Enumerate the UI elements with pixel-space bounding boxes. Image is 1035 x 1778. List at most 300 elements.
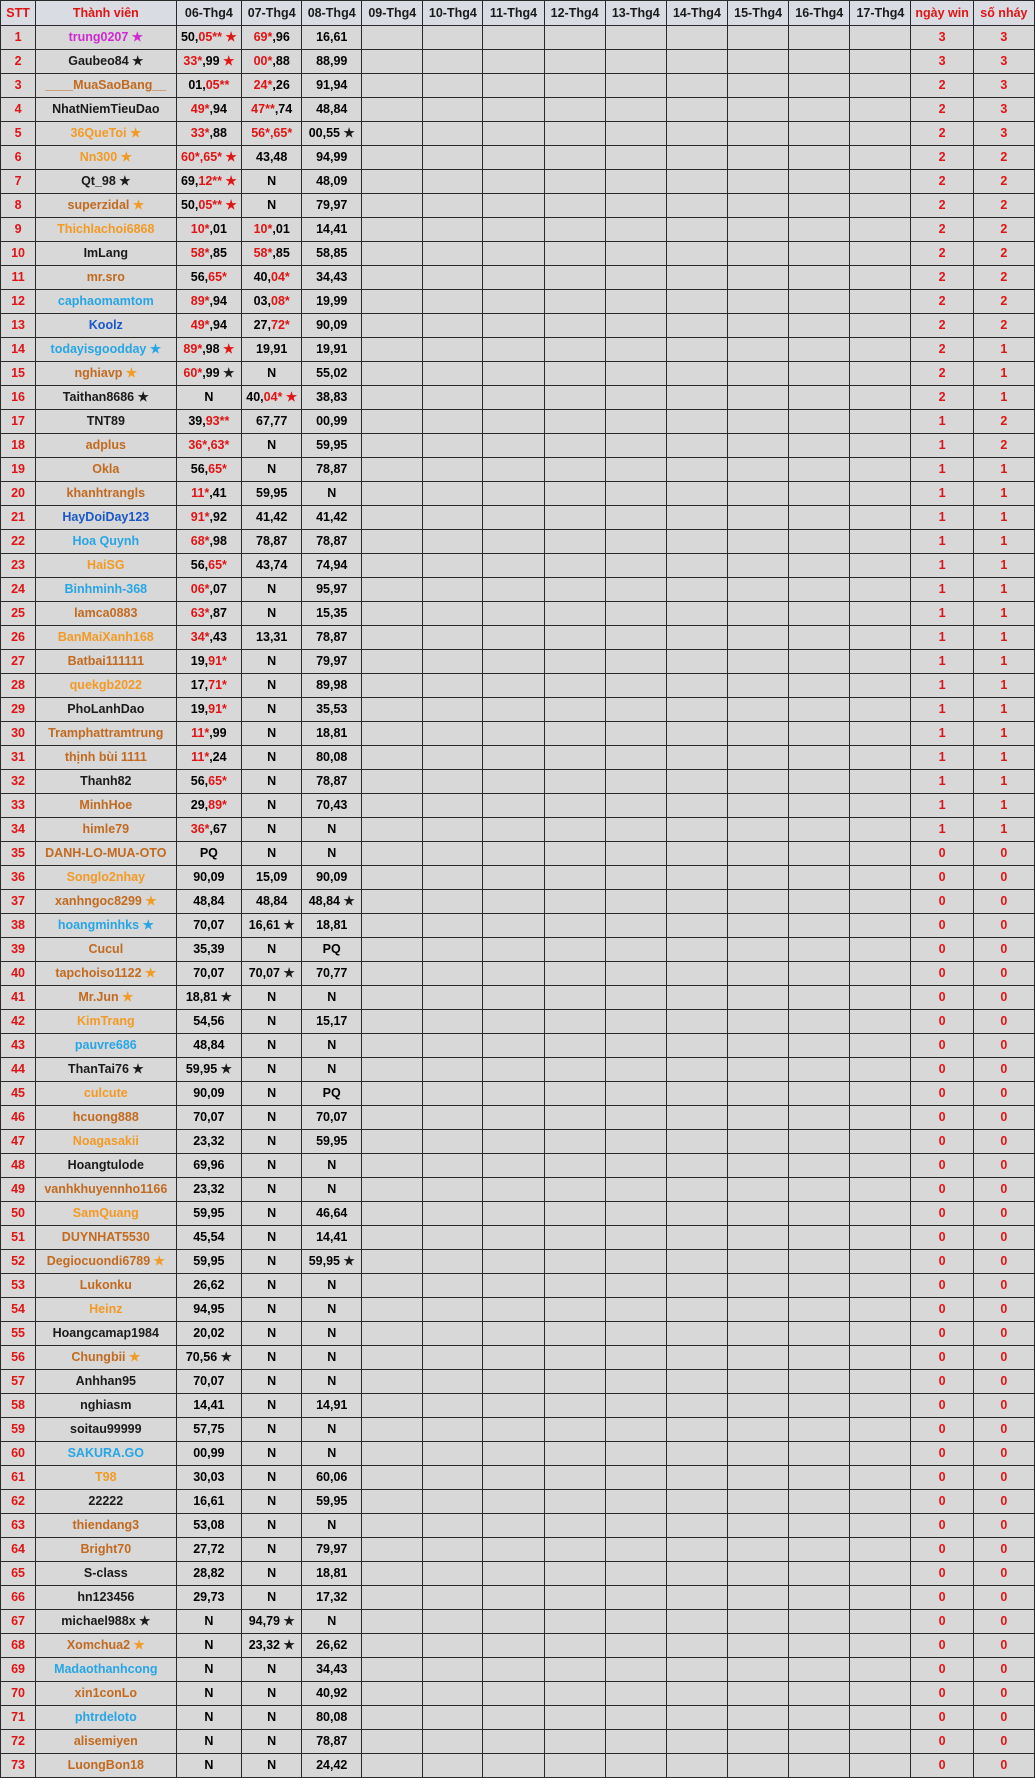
star-icon: ★ <box>134 390 149 404</box>
day-empty <box>789 1346 850 1370</box>
win-days: 1 <box>911 602 973 626</box>
day-empty <box>728 314 789 338</box>
day-empty <box>728 1370 789 1394</box>
day-value <box>242 122 302 146</box>
day-empty <box>666 674 727 698</box>
day-empty <box>666 938 727 962</box>
day-empty <box>789 1034 850 1058</box>
day-empty <box>483 1178 544 1202</box>
day-empty <box>544 338 605 362</box>
value-part: N <box>327 1326 337 1340</box>
value-part: N <box>267 1326 277 1340</box>
day-empty <box>544 458 605 482</box>
day-empty <box>850 410 911 434</box>
value-part: N <box>327 1278 337 1292</box>
value-part: 23,32 <box>193 1134 225 1148</box>
day-value <box>302 1490 362 1514</box>
day-value <box>176 410 242 434</box>
day-value <box>302 866 362 890</box>
day-empty <box>666 626 727 650</box>
day-empty <box>362 602 423 626</box>
day-empty <box>666 986 727 1010</box>
day-empty <box>362 362 423 386</box>
day-value <box>302 482 362 506</box>
win-days: 1 <box>911 626 973 650</box>
member-cell <box>36 1586 176 1610</box>
value-part: 50, <box>180 198 199 212</box>
row-number: 56 <box>1 1346 36 1370</box>
day-empty <box>789 1658 850 1682</box>
day-empty <box>483 362 544 386</box>
row-number: 17 <box>1 410 36 434</box>
day-empty <box>483 938 544 962</box>
day-empty <box>666 1082 727 1106</box>
day-empty <box>605 1394 666 1418</box>
member-cell <box>36 1130 176 1154</box>
value-part: N <box>267 1470 277 1484</box>
day-empty <box>544 1178 605 1202</box>
day-empty <box>850 1034 911 1058</box>
value-part: 24,42 <box>316 1758 348 1772</box>
day-value <box>176 818 242 842</box>
win-days: 1 <box>911 818 973 842</box>
day-empty <box>483 1562 544 1586</box>
day-empty <box>483 98 544 122</box>
win-days: 2 <box>911 218 973 242</box>
table-row <box>1 434 1035 458</box>
table-row <box>1 962 1035 986</box>
star-icon: ★ <box>128 30 144 44</box>
value-part: N <box>327 1158 337 1172</box>
day-empty <box>850 794 911 818</box>
win-days: 0 <box>911 938 973 962</box>
value-part: 38,83 <box>316 390 348 404</box>
hits: 0 <box>973 1130 1034 1154</box>
day-empty <box>544 266 605 290</box>
day-empty <box>666 26 727 50</box>
day-empty <box>850 194 911 218</box>
day-empty <box>423 1754 483 1778</box>
table-row <box>1 386 1035 410</box>
day-empty <box>666 50 727 74</box>
member-cell <box>36 1154 176 1178</box>
row-number: 54 <box>1 1298 36 1322</box>
day-empty <box>362 1106 423 1130</box>
day-value <box>176 794 242 818</box>
value-part: 74,94 <box>316 558 348 572</box>
day-value <box>302 1322 362 1346</box>
day-empty <box>666 866 727 890</box>
day-empty <box>544 770 605 794</box>
day-empty <box>605 650 666 674</box>
day-empty <box>423 1274 483 1298</box>
member-cell <box>36 1178 176 1202</box>
day-empty <box>789 746 850 770</box>
value-part: N <box>267 678 277 692</box>
day-empty <box>666 1706 727 1730</box>
day-empty <box>850 74 911 98</box>
table-row <box>1 26 1035 50</box>
day-value <box>176 1562 242 1586</box>
win-days: 0 <box>911 1226 973 1250</box>
day-empty <box>850 938 911 962</box>
value-part: 00,99 <box>316 414 348 428</box>
day-empty <box>483 194 544 218</box>
day-empty <box>666 962 727 986</box>
day-value <box>176 98 242 122</box>
day-value <box>302 122 362 146</box>
day-empty <box>605 1226 666 1250</box>
day-empty <box>666 1322 727 1346</box>
hits: 0 <box>973 1202 1034 1226</box>
win-days: 2 <box>911 74 973 98</box>
hits: 0 <box>973 1250 1034 1274</box>
header-day: 17-Thg4 <box>850 1 911 26</box>
value-part: PQ <box>199 846 218 860</box>
day-value <box>302 986 362 1010</box>
day-empty <box>605 50 666 74</box>
table-row <box>1 410 1035 434</box>
day-empty <box>362 1730 423 1754</box>
member-cell <box>36 26 176 50</box>
day-value <box>302 794 362 818</box>
star-icon: ★ <box>222 198 237 212</box>
member-name: T98 <box>95 1470 117 1484</box>
day-value <box>242 74 302 98</box>
day-empty <box>850 1514 911 1538</box>
day-empty <box>728 1154 789 1178</box>
value-part: 24* <box>253 78 273 92</box>
value-part: 95,97 <box>316 582 348 596</box>
day-value <box>176 1586 242 1610</box>
row-number: 14 <box>1 338 36 362</box>
member-cell <box>36 578 176 602</box>
day-empty <box>789 1730 850 1754</box>
value-part: 94,79 <box>248 1614 280 1628</box>
member-name: Gaubeo84 <box>68 54 129 68</box>
value-part: ,43 <box>209 630 227 644</box>
value-part: 46,64 <box>316 1206 348 1220</box>
day-empty <box>544 794 605 818</box>
day-value <box>176 218 242 242</box>
day-empty <box>483 1274 544 1298</box>
win-days: 0 <box>911 1274 973 1298</box>
day-value <box>302 1082 362 1106</box>
day-value <box>176 746 242 770</box>
day-value <box>242 266 302 290</box>
day-empty <box>483 218 544 242</box>
day-empty <box>789 1610 850 1634</box>
day-empty <box>850 1418 911 1442</box>
day-empty <box>728 74 789 98</box>
day-value <box>176 1130 242 1154</box>
member-cell <box>36 1706 176 1730</box>
day-empty <box>423 122 483 146</box>
day-value <box>302 770 362 794</box>
day-empty <box>423 50 483 74</box>
row-number: 25 <box>1 602 36 626</box>
value-part: 59,95 <box>316 1134 348 1148</box>
day-value <box>176 866 242 890</box>
value-part: 39, <box>188 414 206 428</box>
day-empty <box>605 1058 666 1082</box>
star-icon: ★ <box>141 966 157 980</box>
day-empty <box>483 842 544 866</box>
hits: 0 <box>973 914 1034 938</box>
day-empty <box>423 674 483 698</box>
star-icon: ★ <box>222 150 237 164</box>
day-empty <box>544 170 605 194</box>
win-days: 0 <box>911 1034 973 1058</box>
day-empty <box>789 26 850 50</box>
day-empty <box>728 1538 789 1562</box>
value-part: N <box>267 1662 277 1676</box>
value-part: 29, <box>190 798 209 812</box>
day-empty <box>666 1442 727 1466</box>
day-empty <box>850 650 911 674</box>
day-value <box>242 1322 302 1346</box>
member-cell <box>36 170 176 194</box>
day-empty <box>423 74 483 98</box>
day-empty <box>605 1106 666 1130</box>
member-name: hoangminhks <box>57 918 140 932</box>
table-row <box>1 938 1035 962</box>
day-empty <box>544 1058 605 1082</box>
day-empty <box>544 26 605 50</box>
member-name: Qt_98 <box>81 174 116 188</box>
member-name: Xomchua2 <box>66 1638 131 1652</box>
day-value <box>242 818 302 842</box>
day-empty <box>850 1562 911 1586</box>
day-value <box>302 554 362 578</box>
day-value <box>302 674 362 698</box>
day-empty <box>544 554 605 578</box>
day-empty <box>544 650 605 674</box>
hits: 1 <box>973 506 1034 530</box>
day-value <box>176 1082 242 1106</box>
day-value <box>242 770 302 794</box>
day-empty <box>362 1010 423 1034</box>
day-empty <box>483 410 544 434</box>
day-value <box>242 1298 302 1322</box>
day-value <box>242 314 302 338</box>
win-days: 0 <box>911 1658 973 1682</box>
day-empty <box>666 458 727 482</box>
table-row <box>1 194 1035 218</box>
value-part: N <box>267 1398 277 1412</box>
value-part: 15,09 <box>256 870 288 884</box>
day-empty <box>362 1538 423 1562</box>
hits: 0 <box>973 938 1034 962</box>
day-empty <box>728 386 789 410</box>
day-value <box>176 1346 242 1370</box>
day-value <box>302 1034 362 1058</box>
day-empty <box>666 1418 727 1442</box>
day-empty <box>728 98 789 122</box>
table-row <box>1 50 1035 74</box>
day-empty <box>850 1730 911 1754</box>
day-empty <box>483 458 544 482</box>
row-number: 30 <box>1 722 36 746</box>
day-value <box>242 794 302 818</box>
row-number: 5 <box>1 122 36 146</box>
day-empty <box>483 1346 544 1370</box>
win-days: 0 <box>911 1706 973 1730</box>
day-empty <box>850 1610 911 1634</box>
value-part: 55,02 <box>316 366 348 380</box>
member-cell <box>36 1322 176 1346</box>
day-empty <box>789 410 850 434</box>
day-value <box>176 1154 242 1178</box>
day-empty <box>605 506 666 530</box>
value-part: 48,84 <box>256 894 288 908</box>
member-cell <box>36 554 176 578</box>
day-empty <box>362 722 423 746</box>
day-empty <box>728 674 789 698</box>
day-empty <box>605 482 666 506</box>
win-days: 0 <box>911 1202 973 1226</box>
day-value <box>242 890 302 914</box>
day-value <box>176 1538 242 1562</box>
row-number: 69 <box>1 1658 36 1682</box>
day-empty <box>605 1370 666 1394</box>
day-empty <box>483 866 544 890</box>
day-empty <box>666 1682 727 1706</box>
day-empty <box>850 866 911 890</box>
table-row <box>1 1730 1035 1754</box>
value-part: 27,72 <box>193 1542 225 1556</box>
value-part: N <box>267 438 277 452</box>
day-empty <box>850 1322 911 1346</box>
value-part: ,94 <box>209 294 227 308</box>
day-empty <box>483 962 544 986</box>
day-empty <box>666 194 727 218</box>
day-value <box>242 578 302 602</box>
day-empty <box>605 1514 666 1538</box>
day-empty <box>850 1754 911 1778</box>
star-icon: ★ <box>150 1254 165 1268</box>
member-name: SAKURA.GO <box>67 1446 144 1460</box>
value-part: 58* <box>190 246 210 260</box>
value-part: 26,62 <box>193 1278 225 1292</box>
member-cell <box>36 194 176 218</box>
day-value <box>242 746 302 770</box>
member-cell <box>36 266 176 290</box>
day-value <box>242 554 302 578</box>
day-empty <box>423 1562 483 1586</box>
table-row <box>1 1130 1035 1154</box>
star-icon: ★ <box>279 1638 295 1652</box>
day-empty <box>789 890 850 914</box>
day-empty <box>544 1562 605 1586</box>
value-part: N <box>327 1518 337 1532</box>
day-empty <box>362 170 423 194</box>
day-empty <box>483 722 544 746</box>
value-part: 60,06 <box>316 1470 348 1484</box>
day-empty <box>423 578 483 602</box>
day-empty <box>666 890 727 914</box>
value-part: 01, <box>188 78 206 92</box>
day-empty <box>362 554 423 578</box>
day-value <box>302 1586 362 1610</box>
table-row <box>1 290 1035 314</box>
day-empty <box>789 1130 850 1154</box>
day-empty <box>605 722 666 746</box>
member-cell <box>36 1634 176 1658</box>
row-number: 10 <box>1 242 36 266</box>
member-name: khanhtrangls <box>66 486 146 500</box>
day-empty <box>423 1730 483 1754</box>
day-empty <box>728 1298 789 1322</box>
day-empty <box>666 506 727 530</box>
day-value <box>302 1274 362 1298</box>
day-value <box>302 434 362 458</box>
day-empty <box>483 818 544 842</box>
day-empty <box>666 1586 727 1610</box>
row-number: 73 <box>1 1754 36 1778</box>
day-empty <box>789 1538 850 1562</box>
header-day: 16-Thg4 <box>789 1 850 26</box>
value-part: N <box>267 366 277 380</box>
day-empty <box>544 530 605 554</box>
day-empty <box>605 1178 666 1202</box>
day-empty <box>850 1250 911 1274</box>
day-empty <box>362 962 423 986</box>
table-row <box>1 1370 1035 1394</box>
member-cell <box>36 530 176 554</box>
hits: 0 <box>973 1154 1034 1178</box>
member-name: NhatNiemTieuDao <box>52 102 160 116</box>
day-value <box>242 1610 302 1634</box>
day-empty <box>605 314 666 338</box>
day-empty <box>362 98 423 122</box>
day-value <box>176 1490 242 1514</box>
day-value <box>302 1394 362 1418</box>
day-empty <box>728 770 789 794</box>
day-empty <box>362 914 423 938</box>
day-empty <box>483 1250 544 1274</box>
value-part: 23,32 <box>193 1182 225 1196</box>
day-empty <box>605 1346 666 1370</box>
value-part: N <box>267 1710 277 1724</box>
day-empty <box>544 1514 605 1538</box>
value-part: 80,08 <box>316 750 348 764</box>
day-empty <box>483 1538 544 1562</box>
day-empty <box>483 1298 544 1322</box>
member-cell <box>36 866 176 890</box>
day-empty <box>423 1370 483 1394</box>
header-win-days: ngày win <box>911 1 973 26</box>
hits: 1 <box>973 482 1034 506</box>
member-name: Thanh82 <box>80 774 132 788</box>
day-empty <box>666 1634 727 1658</box>
value-part: N <box>267 582 277 596</box>
day-empty <box>666 1754 727 1778</box>
star-icon: ★ <box>279 966 295 980</box>
value-part: 00,99 <box>193 1446 225 1460</box>
value-part: 00,55 <box>308 126 340 140</box>
member-name: xin1conLo <box>74 1686 138 1700</box>
day-value <box>176 1274 242 1298</box>
day-value <box>302 1346 362 1370</box>
win-days: 0 <box>911 1610 973 1634</box>
day-empty <box>544 98 605 122</box>
day-value <box>302 1610 362 1634</box>
day-empty <box>728 194 789 218</box>
day-empty <box>789 1706 850 1730</box>
day-value <box>302 506 362 530</box>
day-value <box>302 1106 362 1130</box>
